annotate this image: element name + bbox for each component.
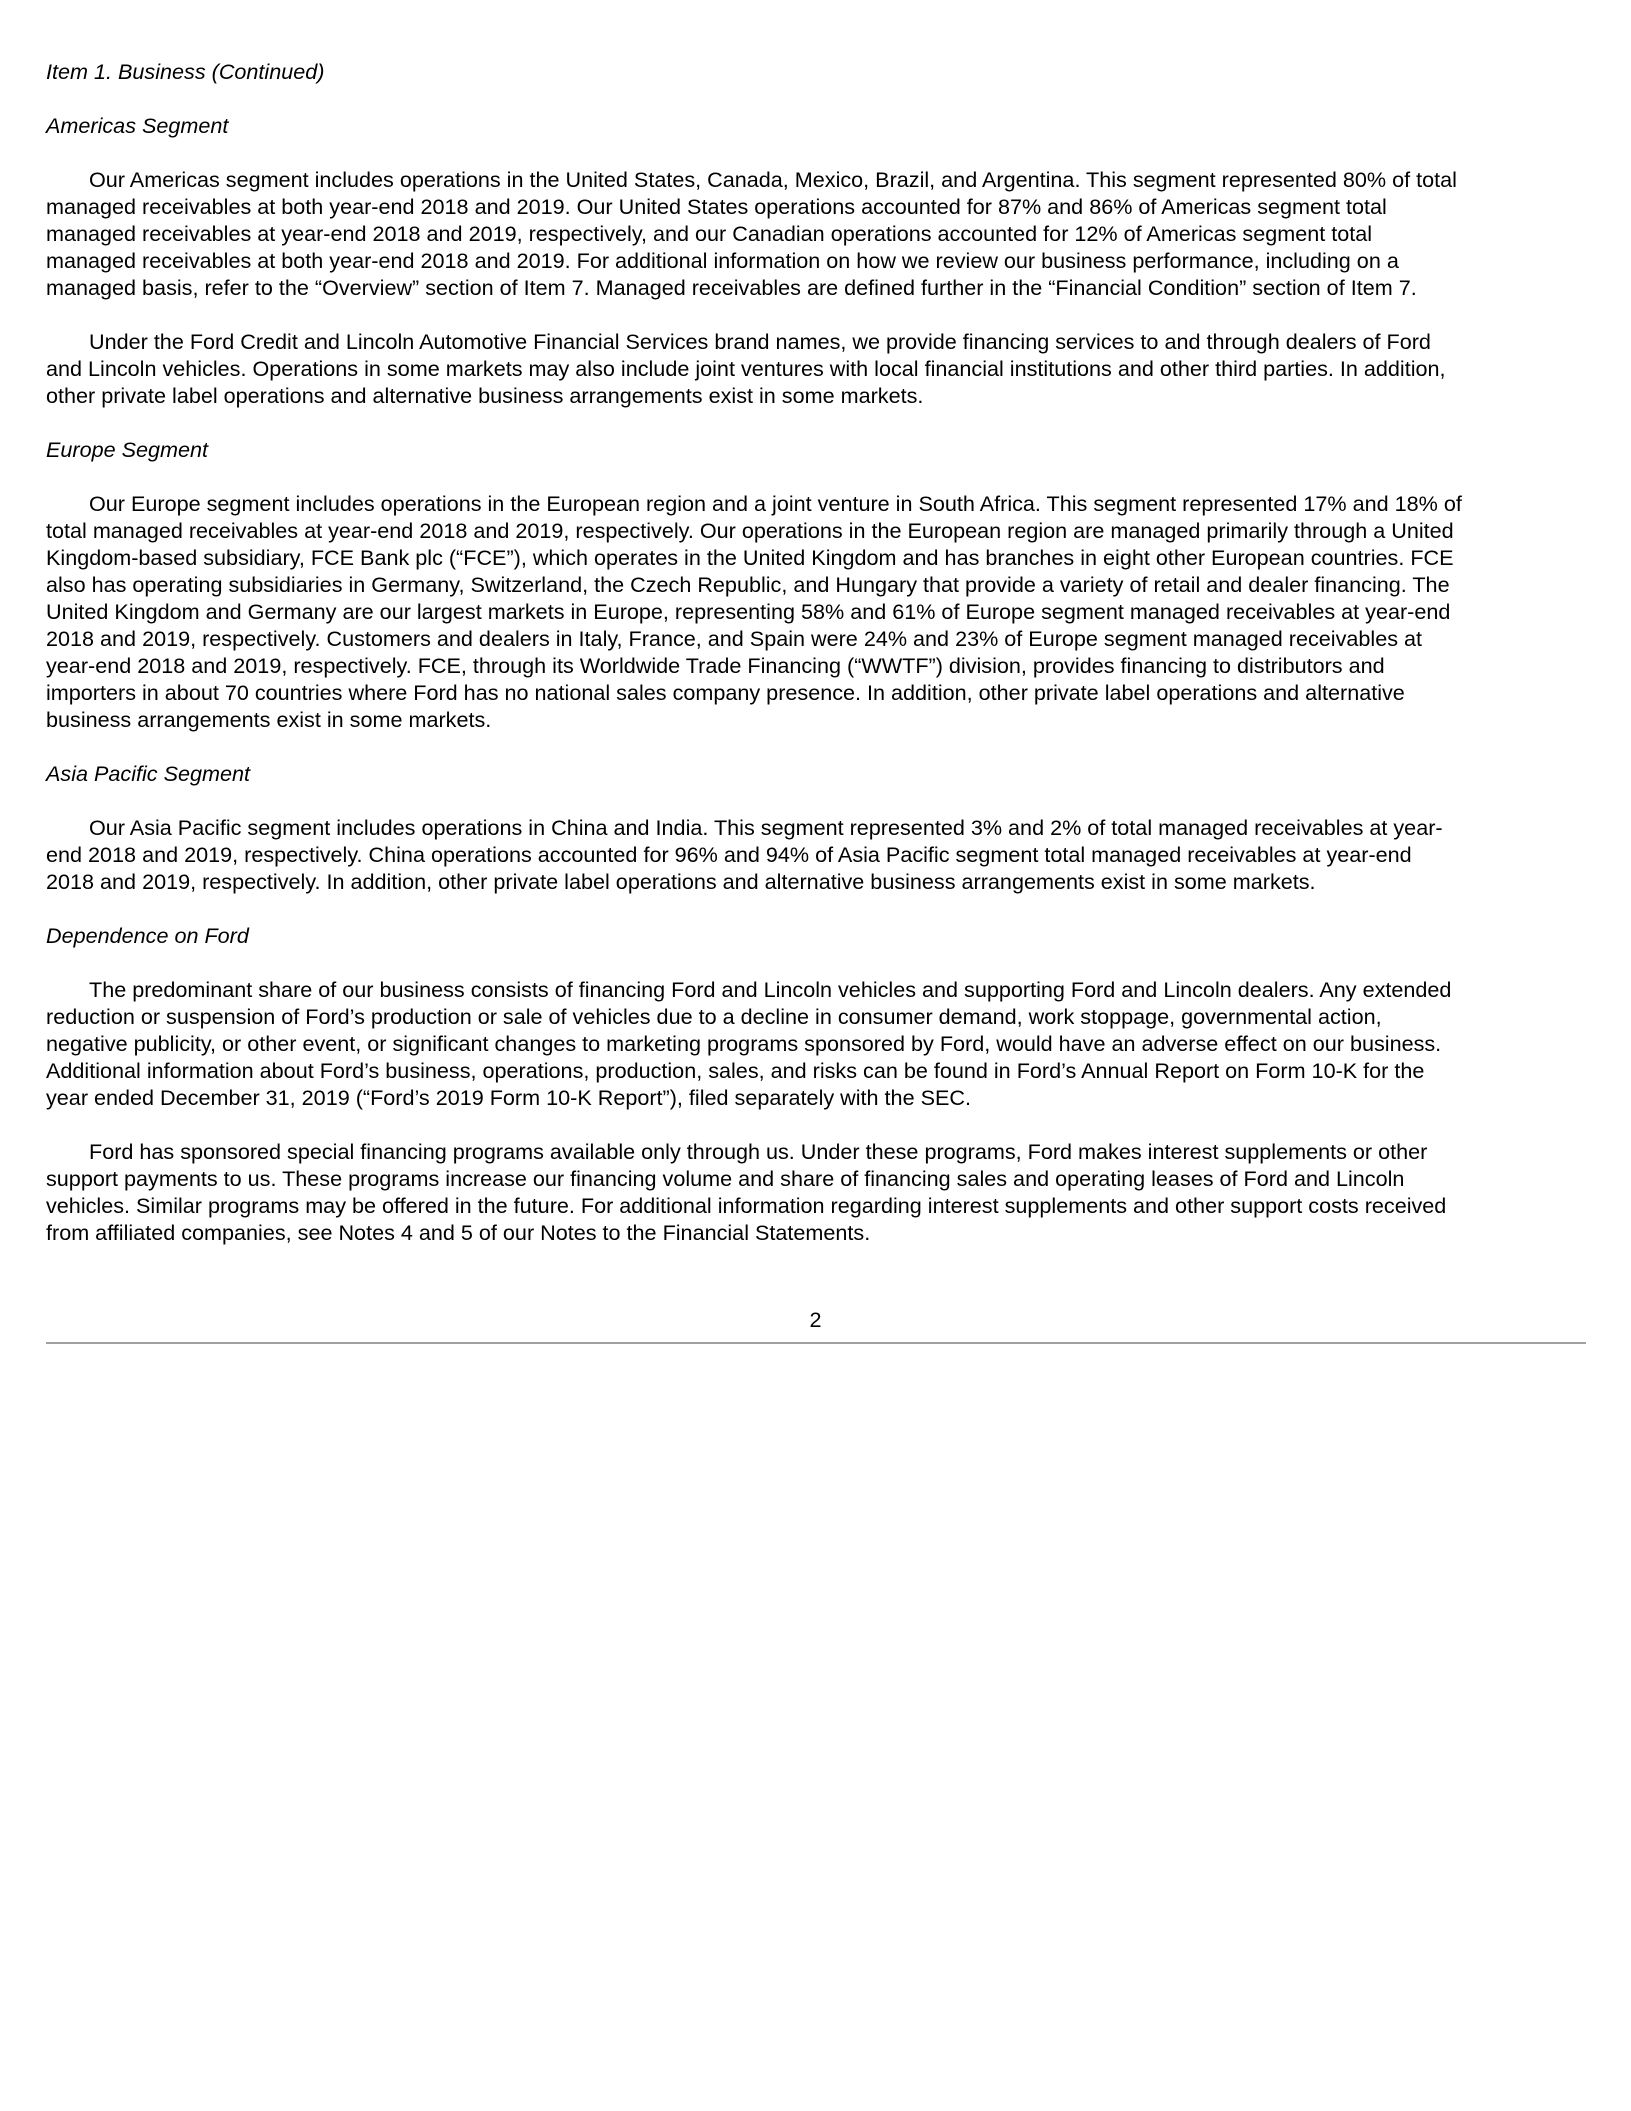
text-line: Ford has sponsored special financing programs available only through us. Under these programs, Ford makes interest supplements or other xyxy=(89,1139,1428,1164)
text-line: 2018 and 2019, respectively. Customers and dealers in Italy, France, and Spain were 24% and 23% of Europe segment managed receivables at xyxy=(46,626,1423,651)
text-line: end 2018 and 2019, respectively. China operations accounted for 96% and 94% of Asia Pacific segment total managed receivables at year-end xyxy=(46,842,1412,867)
text-line: Kingdom-based subsidiary, FCE Bank plc (“FCE”), which operates in the United Kingdom and has branches in eight other European countries. FCE xyxy=(46,545,1454,570)
text-line: and Lincoln vehicles. Operations in some markets may also include joint ventures with local financial institutions and other third parties. In addition, xyxy=(46,356,1446,381)
text-line: Our Asia Pacific segment includes operations in China and India. This segment represented 3% and 2% of total managed receivables at year- xyxy=(89,815,1443,840)
text-line: Our Europe segment includes operations in the European region and a joint venture in South Africa. This segment represented 17% and 18% of xyxy=(89,491,1462,516)
text-line: Additional information about Ford’s business, operations, production, sales, and risks can be found in Ford’s Annual Report on Form 10-K for the xyxy=(46,1058,1425,1083)
text-line: total managed receivables at year-end 2018 and 2019, respectively. Our operations in the European region are managed primarily through a United xyxy=(46,518,1454,543)
text-line: year ended December 31, 2019 (“Ford’s 2019 Form 10-K Report”), filed separately with the SEC. xyxy=(46,1085,971,1110)
text-line: vehicles. Similar programs may be offered in the future. For additional information regarding interest supplements and other support costs received xyxy=(46,1193,1447,1218)
text-line: business arrangements exist in some markets. xyxy=(46,707,492,732)
paragraph xyxy=(46,328,1586,409)
text-line: support payments to us. These programs increase our financing volume and share of financing sales and operating leases of Ford and Lincoln xyxy=(46,1166,1405,1191)
page-divider xyxy=(46,1342,1586,1344)
paragraph xyxy=(46,490,1586,733)
page-number: 2 xyxy=(809,1307,822,1332)
text-line: also has operating subsidiaries in Germany, Switzerland, the Czech Republic, and Hungary that provide a variety of retail and dealer financing. The xyxy=(46,572,1450,597)
text-line: managed receivables at both year-end 2018 and 2019. For additional information on how we review our business performance, including on a xyxy=(46,248,1399,273)
text-line: 2018 and 2019, respectively. In addition, other private label operations and alternative business arrangements exist in some markets. xyxy=(46,869,1316,894)
document-page xyxy=(46,58,1586,1273)
paragraph xyxy=(46,976,1586,1111)
text-line: other private label operations and alternative business arrangements exist in some markets. xyxy=(46,383,924,408)
page-header: Item 1. Business (Continued) xyxy=(46,59,325,84)
text-line: United Kingdom and Germany are our largest markets in Europe, representing 58% and 61% of Europe segment managed receivables at year-end xyxy=(46,599,1451,624)
paragraph xyxy=(46,1138,1586,1246)
text-line: Under the Ford Credit and Lincoln Automotive Financial Services brand names, we provide financing services to and through dealers of Ford xyxy=(89,329,1431,354)
paragraph xyxy=(46,166,1586,301)
text-line: reduction or suspension of Ford’s production or sale of vehicles due to a decline in consumer demand, work stoppage, governmental action, xyxy=(46,1004,1382,1029)
section-heading: Europe Segment xyxy=(46,437,209,462)
section-heading: Dependence on Ford xyxy=(46,923,249,948)
text-line: managed receivables at both year-end 2018 and 2019. Our United States operations accounted for 87% and 86% of Americas segment total xyxy=(46,194,1387,219)
text-line: managed basis, refer to the “Overview” section of Item 7. Managed receivables are defined further in the “Financial Condition” section of Item 7. xyxy=(46,275,1417,300)
text-line: from affiliated companies, see Notes 4 and 5 of our Notes to the Financial Statements. xyxy=(46,1220,871,1245)
text-line: importers in about 70 countries where Ford has no national sales company presence. In addition, other private label operations and alternative xyxy=(46,680,1405,705)
section-heading: Americas Segment xyxy=(46,113,229,138)
section-heading: Asia Pacific Segment xyxy=(46,761,251,786)
sections xyxy=(46,112,1586,1246)
text-line: year-end 2018 and 2019, respectively. FCE, through its Worldwide Trade Financing (“WWTF”) division, provides financing to distributors and xyxy=(46,653,1385,678)
text-line: negative publicity, or other event, or significant changes to marketing programs sponsored by Ford, would have an adverse effect on our business. xyxy=(46,1031,1442,1056)
text-line: Our Americas segment includes operations in the United States, Canada, Mexico, Brazil, and Argentina. This segment represented 80% of total xyxy=(89,167,1457,192)
text-line: The predominant share of our business consists of financing Ford and Lincoln vehicles and supporting Ford and Lincoln dealers. Any extended xyxy=(89,977,1452,1002)
paragraph xyxy=(46,814,1586,895)
text-line: managed receivables at year-end 2018 and 2019, respectively, and our Canadian operations accounted for 12% of Americas segment total xyxy=(46,221,1373,246)
